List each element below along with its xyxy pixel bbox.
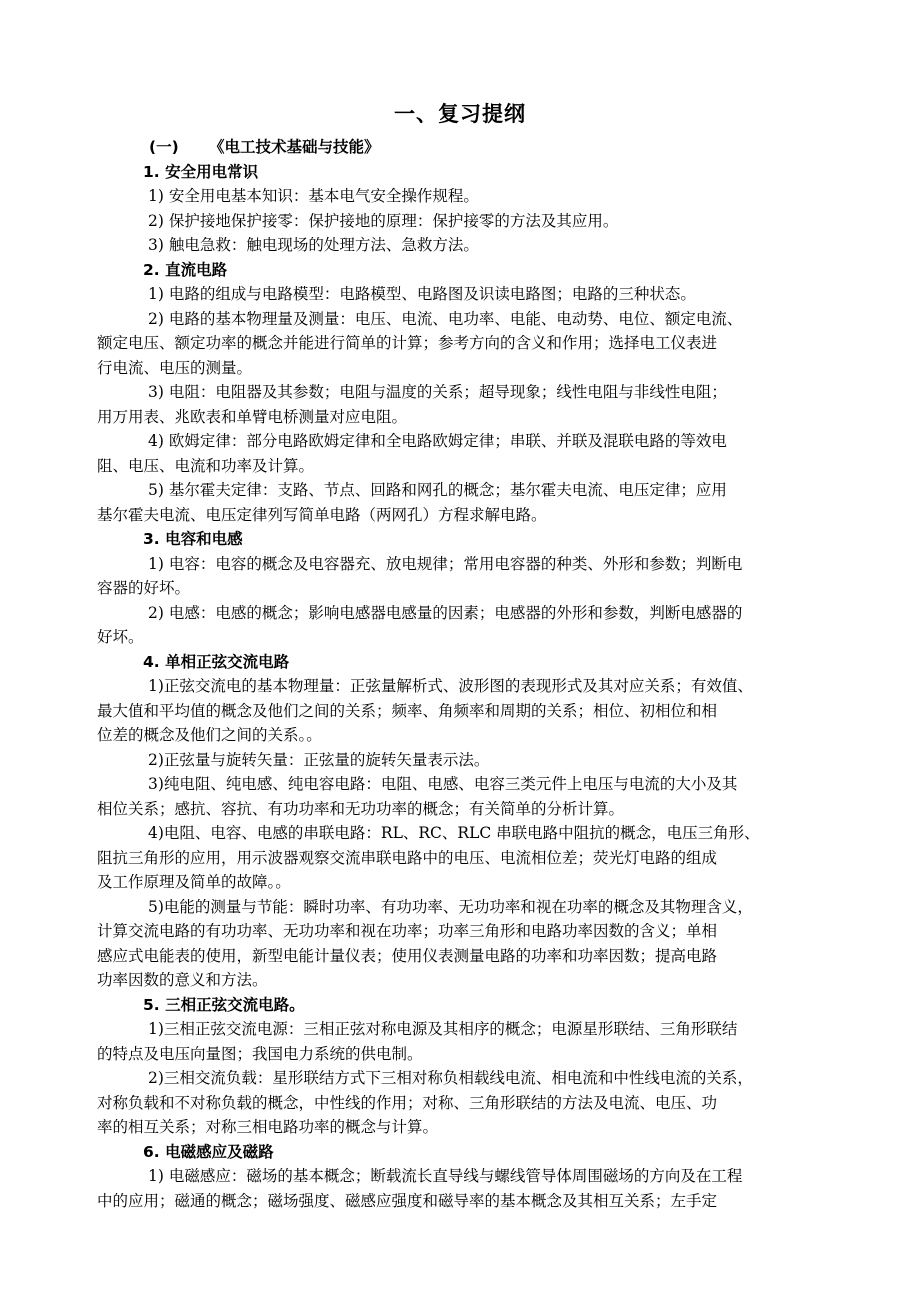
outline-item-continuation: 计算交流电路的有功功率、无功功率和视在功率；功率三角形和电路功率因数的含义；单相 xyxy=(97,922,718,940)
outline-item-continuation: 功率因数的意义和方法。 xyxy=(97,971,268,989)
outline-item-continuation: 阻、电压、电流和功率及计算。 xyxy=(97,456,315,475)
outline-item: 3) 电阻：电阻器及其参数；电阻与温度的关系；超导现象；线性电阻与非线性电阻； xyxy=(148,383,727,401)
outline-item: 3)纯电阻、纯电感、纯电容电路：电阻、电感、电容三类元件上电压与电流的大小及其 xyxy=(148,775,738,793)
topic-heading: 4. 单相正弦交流电路 xyxy=(143,652,290,671)
outline-item-continuation: 位差的概念及他们之间的关系。。 xyxy=(97,726,322,744)
outline-item-continuation: 额定电压、额定功率的概念并能进行简单的计算；参考方向的含义和作用；选择电工仪表进 xyxy=(97,334,718,352)
section-label: (一) xyxy=(149,138,179,156)
outline-item-continuation: 行电流、电压的测量。 xyxy=(97,358,253,377)
outline-item: 4) 欧姆定律：部分电路欧姆定律和全电路欧姆定律；串联、并联及混联电路的等效电 xyxy=(148,432,727,450)
outline-item-continuation: 及工作原理及简单的故障。。 xyxy=(97,873,291,891)
section-name: 《电工技术基础与技能》 xyxy=(209,138,380,156)
outline-lines xyxy=(97,160,857,1214)
outline-item-continuation: 最大值和平均值的概念及他们之间的关系；频率、角频率和周期的关系；相位、初相位和相 xyxy=(97,701,718,720)
outline-item-continuation: 阻抗三角形的应用，用示波器观察交流串联电路中的电压、电流相位差；荧光灯电路的组成 xyxy=(97,848,718,867)
outline-item-continuation: 基尔霍夫电流、电压定律列写简单电路（两网孔）方程求解电路。 xyxy=(97,505,547,524)
outline-item: 5)电能的测量与节能：瞬时功率、有功功率、无功功率和视在功率的概念及其物理含义， xyxy=(148,897,753,916)
outline-item: 2) 保护接地保护接零：保护接地的原理：保护接零的方法及其应用。 xyxy=(148,211,619,230)
section-header xyxy=(97,135,857,160)
outline-item-continuation: 率的相互关系；对称三相电路功率的概念与计算。 xyxy=(97,1118,439,1136)
outline-item: 1) 电路的组成与电路模型：电路模型、电路图及识读电路图；电路的三种状态。 xyxy=(148,285,696,303)
outline-item-continuation: 对称负载和不对称负载的概念，中性线的作用；对称、三角形联结的方法及电流、电压、功 xyxy=(97,1093,718,1112)
outline-item: 5) 基尔霍夫定律：支路、节点、回路和网孔的概念；基尔霍夫电流、电压定律；应用 xyxy=(148,481,727,499)
outline-item: 1)三相正弦交流电源：三相正弦对称电源及其相序的概念；电源星形联结、三角形联结 xyxy=(148,1020,738,1038)
outline-item: 2) 电感：电感的概念；影响电感器电感量的因素；电感器的外形和参数，判断电感器的 xyxy=(148,603,743,622)
outline-content xyxy=(97,135,857,1213)
outline-item: 1)正弦交流电的基本物理量：正弦量解析式、波形图的表现形式及其对应关系；有效值、 xyxy=(148,677,753,695)
outline-item: 1) 电磁感应：磁场的基本概念；断载流长直导线与螺线管导体周围磁场的方向及在工程 xyxy=(148,1167,743,1185)
outline-item: 2)三相交流负载：星形联结方式下三相对称负相载线电流、相电流和中性线电流的关系， xyxy=(148,1069,753,1087)
outline-item-continuation: 相位关系；感抗、容抗、有功功率和无功功率的概念；有关简单的分析计算。 xyxy=(97,799,625,818)
outline-item: 4)电阻、电容、电感的串联电路：RL、RC、RLC 串联电路中阻抗的概念，电压三角形、 xyxy=(148,824,760,842)
outline-item-continuation: 中的应用；磁通的概念；磁场强度、磁感应强度和磁导率的基本概念及其相互关系；左手定 xyxy=(97,1191,718,1210)
topic-heading: 5. 三相正弦交流电路。 xyxy=(143,995,305,1014)
outline-item-continuation: 的特点及电压向量图；我国电力系统的供电制。 xyxy=(97,1044,423,1063)
page-title: 一、复习提纲 xyxy=(394,102,526,126)
topic-heading: 3. 电容和电感 xyxy=(143,530,243,548)
outline-item-continuation: 容器的好坏。 xyxy=(97,579,191,597)
outline-item-continuation: 用万用表、兆欧表和单臂电桥测量对应电阻。 xyxy=(97,407,408,426)
outline-item-continuation: 好坏。 xyxy=(97,628,144,646)
outline-item: 1) 安全用电基本知识：基本电气安全操作规程。 xyxy=(148,187,479,205)
outline-item: 2) 电路的基本物理量及测量：电压、电流、电功率、电能、电动势、电位、额定电流、 xyxy=(148,309,743,328)
topic-heading: 1. 安全用电常识 xyxy=(143,162,259,181)
topic-heading: 6. 电磁感应及磁路 xyxy=(143,1142,274,1161)
outline-item: 3) 触电急救：触电现场的处理方法、急救方法。 xyxy=(148,236,479,254)
outline-item: 1) 电容：电容的概念及电容器充、放电规律；常用电容器的种类、外形和参数；判断电 xyxy=(148,554,743,573)
outline-item-continuation: 感应式电能表的使用，新型电能计量仪表；使用仪表测量电路的功率和功率因数；提高电路 xyxy=(97,946,718,965)
outline-item: 2)正弦量与旋转矢量：正弦量的旋转矢量表示法。 xyxy=(148,750,490,769)
topic-heading: 2. 直流电路 xyxy=(143,260,228,279)
